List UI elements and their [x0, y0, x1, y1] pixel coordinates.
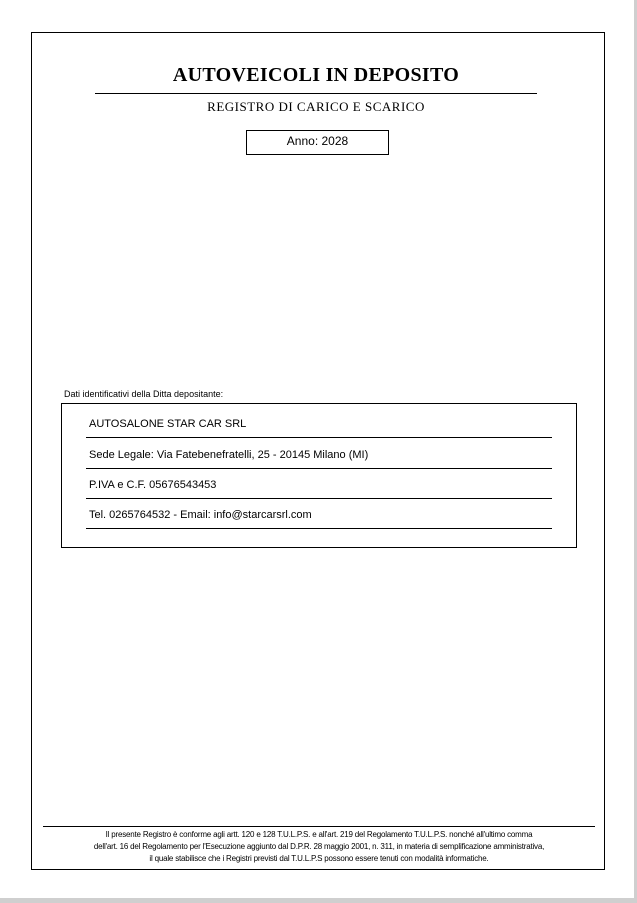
- year-box: Anno: 2028: [246, 130, 389, 155]
- footer-line: Il presente Registro è conforme agli artt. 120 e 128 T.U.L.P.S. e all'art. 219 del Regolamento T.U.L.P.S. nonché all'ultimo comma: [105, 830, 533, 839]
- company-contacts-line: [86, 499, 552, 529]
- company-info-box: [61, 403, 577, 548]
- company-address: Sede Legale: Via Fatebenefratelli, 25 - 20145 Milano (MI): [89, 449, 369, 461]
- company-contacts: Tel. 0265764532 - Email: info@starcarsrl.com: [89, 509, 312, 521]
- company-vat-line: [86, 469, 552, 499]
- page-shadow-bottom: [0, 898, 637, 903]
- document-subtitle: REGISTRO DI CARICO E SCARICO: [207, 99, 425, 114]
- company-address-line: [86, 439, 552, 469]
- footer-line: dell'art. 16 del Regolamento per l'Esecuzione aggiunto dal D.P.R. 28 maggio 2001, n. 311, in materia di semplificazione amministrativa,: [93, 842, 545, 851]
- title-underline: [95, 93, 537, 94]
- footer-note: [43, 829, 595, 865]
- footer-line: il quale stabilisce che i Registri previsti dal T.U.L.P.S possono essere tenuti con modalità informatiche.: [149, 854, 489, 863]
- document-title: AUTOVEICOLI IN DEPOSITO: [172, 64, 460, 86]
- company-name: AUTOSALONE STAR CAR SRL: [89, 418, 247, 430]
- company-name-line: [86, 408, 552, 438]
- footer-rule: [43, 826, 595, 827]
- company-caption: Dati identificativi della Ditta depositante:: [64, 389, 224, 399]
- company-vat: P.IVA e C.F. 05676543453: [89, 479, 217, 491]
